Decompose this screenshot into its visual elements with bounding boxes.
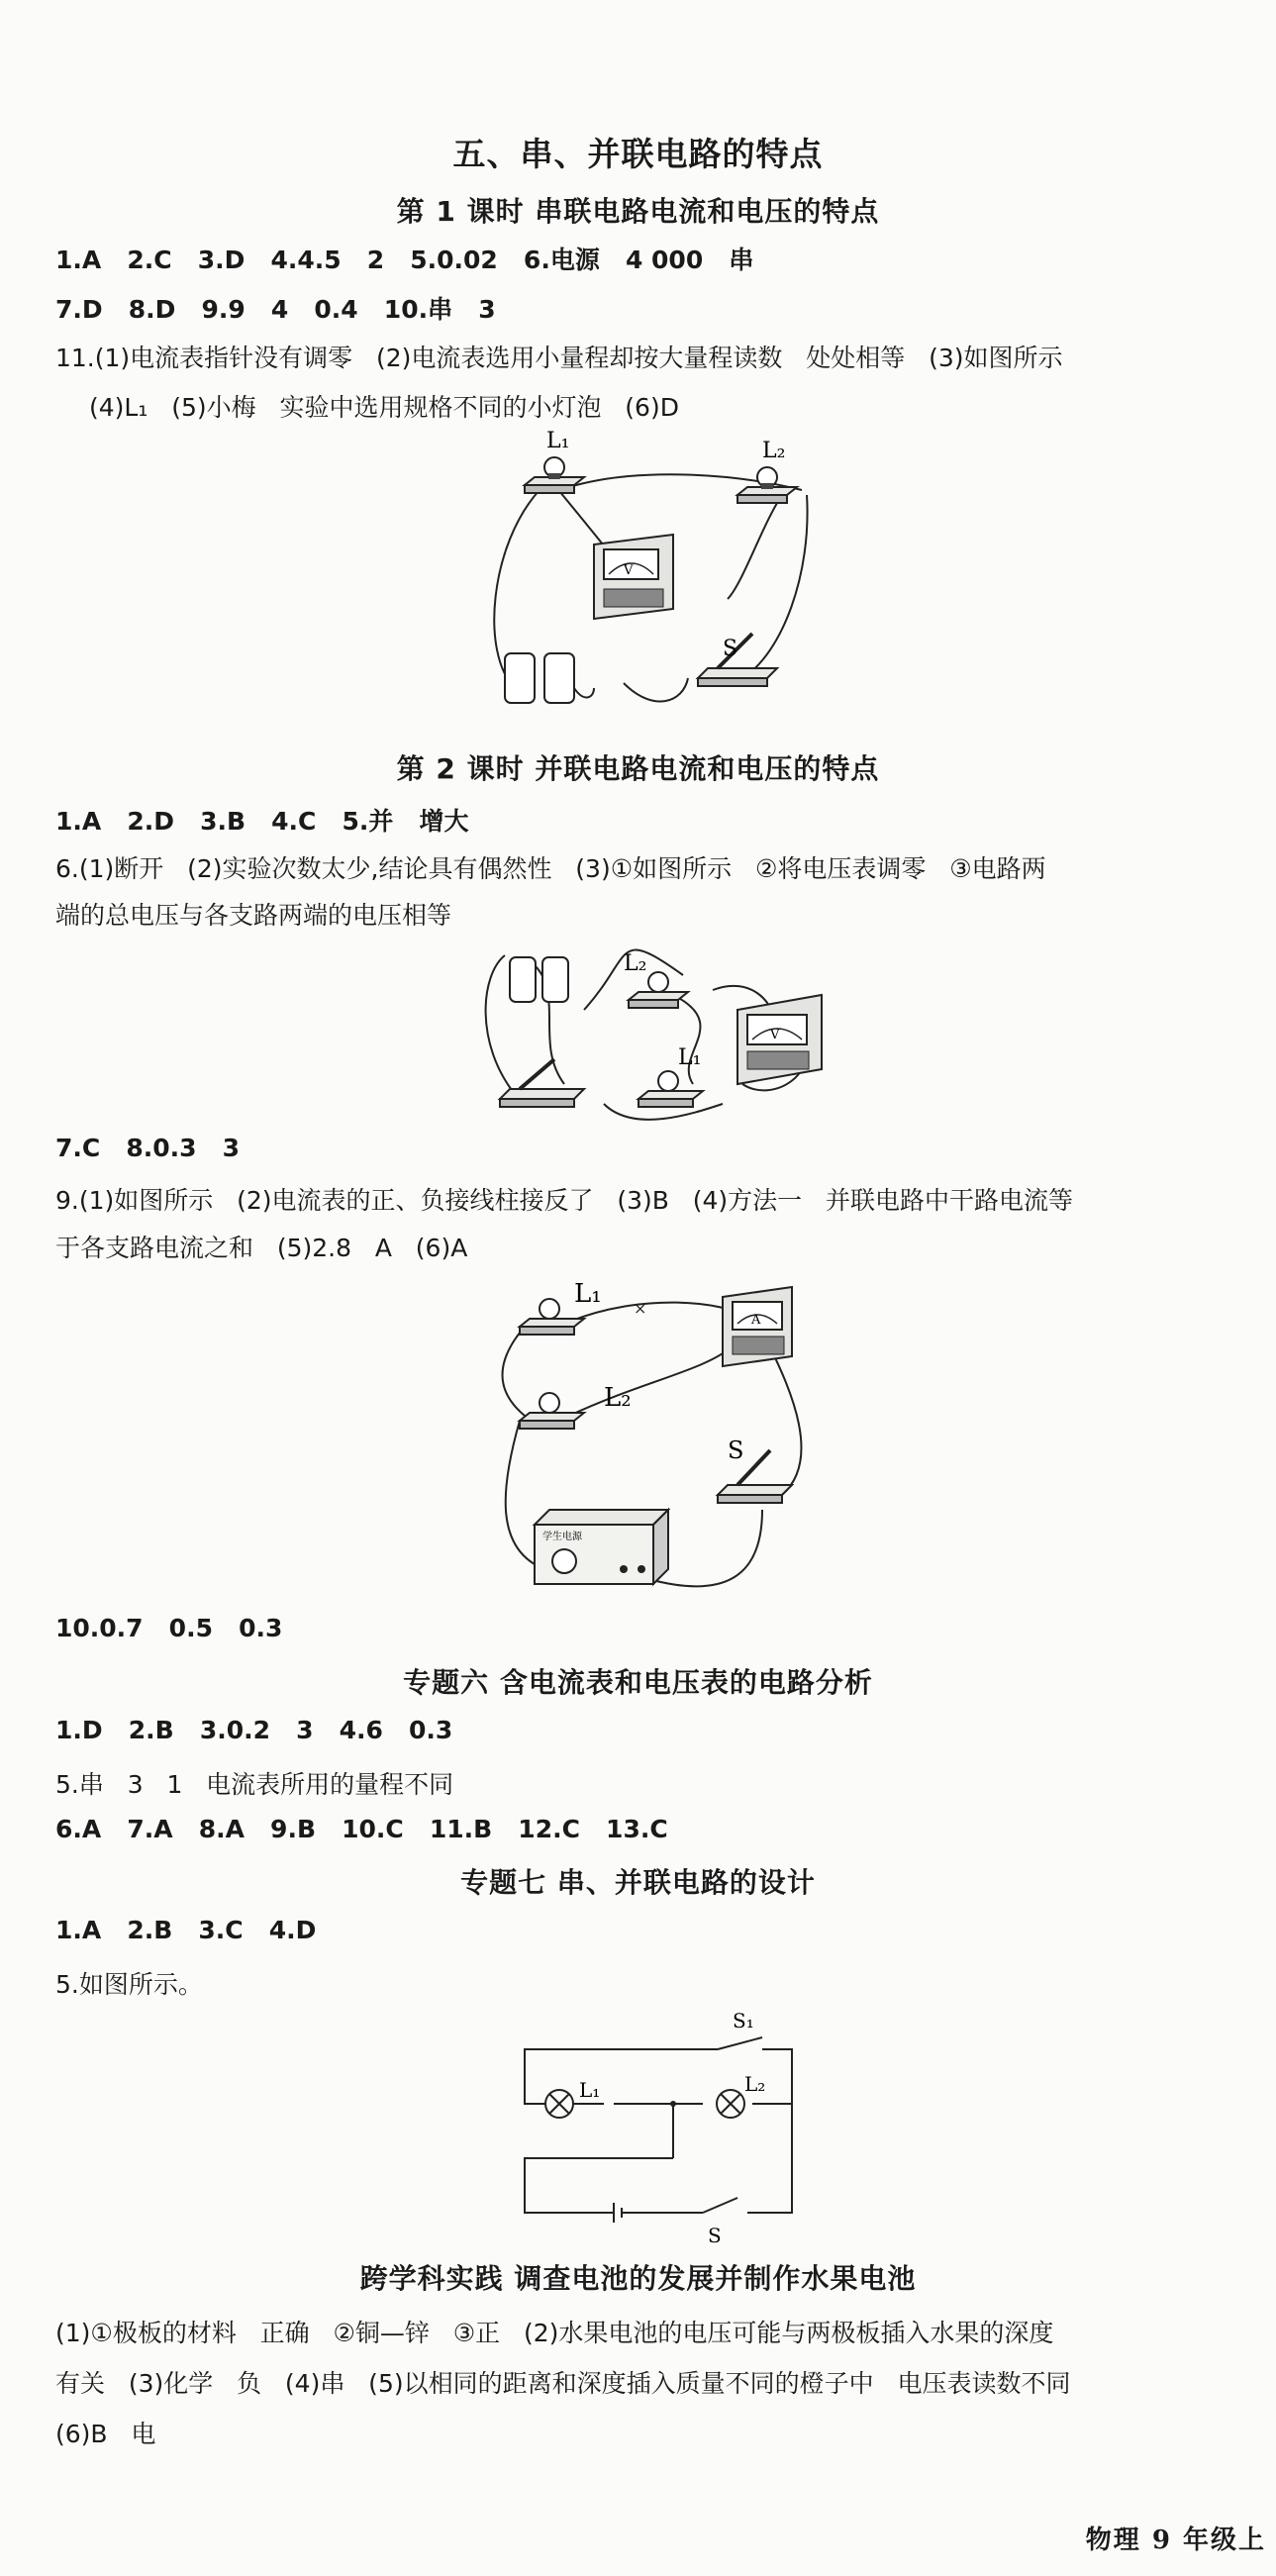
- section-title: 五、串、并联电路的特点: [452, 135, 824, 173]
- batteries: [505, 653, 574, 703]
- voltmeter-label: V: [624, 563, 634, 578]
- lesson1-line1: 1.A 2.C 3.D 4.4.5 2 5.0.02 6.电源 4 000 串: [55, 246, 754, 274]
- lesson2-line3: 端的总电压与各支路两端的电压相等: [55, 901, 452, 930]
- practice-line2: 有关 (3)化学 负 (4)串 (5)以相同的距离和深度插入质量不同的橙子中 电压表读数不同: [55, 2369, 1071, 2398]
- lesson1-line2: 7.D 8.D 9.9 4 0.4 10.串 3: [55, 295, 496, 324]
- s-label: S: [708, 2224, 722, 2247]
- lamp-l2: [717, 2072, 765, 2118]
- l1-label: L₁: [678, 1045, 702, 1070]
- cross-mark: ×: [634, 1299, 647, 1318]
- l1-label: L₁: [574, 1279, 602, 1309]
- topic7-line1: 1.A 2.B 3.C 4.D: [55, 1916, 317, 1944]
- lesson2-line4: 7.C 8.0.3 3: [55, 1134, 241, 1162]
- l2-label: L₂: [744, 2072, 766, 2096]
- lesson2-line5: 9.(1)如图所示 (2)电流表的正、负接线柱接反了 (3)B (4)方法一 并联电路中干路电流等: [55, 1186, 1074, 1215]
- lesson2-line7: 10.0.7 0.5 0.3: [55, 1614, 283, 1642]
- power-supply: [535, 1510, 668, 1584]
- practice-line3: (6)B 电: [55, 2420, 156, 2448]
- lesson2-line1: 1.A 2.D 3.B 4.C 5.并 增大: [55, 807, 469, 836]
- series-circuit-figure: [485, 426, 822, 723]
- circuit-diagram: [495, 2000, 822, 2247]
- lamp-l1: [545, 2078, 600, 2118]
- topic7-line2: 5.如图所示。: [55, 1970, 203, 1999]
- power-supply-label: 学生电源: [542, 1532, 582, 1542]
- switch: [698, 634, 777, 686]
- lesson1-heading: 第 1 课时 串联电路电流和电压的特点: [396, 195, 880, 228]
- batteries: [510, 957, 568, 1002]
- ammeter: [723, 1287, 792, 1366]
- topic6-heading: 专题六 含电流表和电压表的电路分析: [403, 1666, 873, 1699]
- switch: [718, 1437, 792, 1503]
- l2-label: L₂: [762, 439, 786, 463]
- s-label: S: [728, 1437, 744, 1464]
- topic7-heading: 专题七 串、并联电路的设计: [460, 1866, 816, 1899]
- lesson2-heading: 第 2 课时 并联电路电流和电压的特点: [396, 752, 880, 785]
- l2-bulb: [520, 1383, 632, 1429]
- s-label: S: [723, 637, 738, 661]
- lesson1-line3: 11.(1)电流表指针没有调零 (2)电流表选用小量程却按大量程读数 处处相等 (3)如图所示: [55, 344, 1063, 372]
- practice-line1: (1)①极板的材料 正确 ②铜—锌 ③正 (2)水果电池的电压可能与两极板插入水果的深度: [55, 2319, 1054, 2347]
- practice-heading: 跨学科实践 调查电池的发展并制作水果电池: [359, 2262, 917, 2295]
- topic6-line3: 6.A 7.A 8.A 9.B 10.C 11.B 12.C 13.C: [55, 1815, 668, 1843]
- l1-bulb: [638, 1045, 703, 1107]
- voltmeter-label: V: [770, 1028, 780, 1042]
- topic6-line1: 1.D 2.B 3.0.2 3 4.6 0.3: [55, 1716, 453, 1744]
- l1-bulb: [520, 1279, 602, 1335]
- s1-label: S₁: [733, 2009, 754, 2032]
- topic6-line2: 5.串 3 1 电流表所用的量程不同: [55, 1770, 454, 1799]
- switch: [500, 1059, 584, 1107]
- lesson2-line2: 6.(1)断开 (2)实验次数太少,结论具有偶然性 (3)①如图所示 ②将电压表调零 ③电路两: [55, 854, 1046, 883]
- page-footer: 物理 9 年级上: [1085, 2526, 1266, 2555]
- l2-bulb: [624, 951, 688, 1008]
- parallel-voltage-figure: [475, 936, 841, 1124]
- l1-bulb: [525, 429, 584, 493]
- junction-dot: [670, 2101, 676, 2107]
- l1-label: L₁: [546, 429, 570, 453]
- ammeter-label: A: [751, 1313, 761, 1328]
- l1-label: L₁: [579, 2078, 601, 2102]
- lesson1-line4: (4)L₁ (5)小梅 实验中选用规格不同的小灯泡 (6)D: [89, 393, 679, 422]
- l2-label: L₂: [624, 951, 647, 976]
- l2-bulb: [737, 439, 797, 503]
- lesson2-line6: 于各支路电流之和 (5)2.8 A (6)A: [55, 1234, 468, 1262]
- voltmeter: [737, 995, 822, 1084]
- voltmeter: [594, 535, 673, 619]
- parallel-current-figure: [495, 1272, 822, 1599]
- l2-label: L₂: [604, 1383, 632, 1413]
